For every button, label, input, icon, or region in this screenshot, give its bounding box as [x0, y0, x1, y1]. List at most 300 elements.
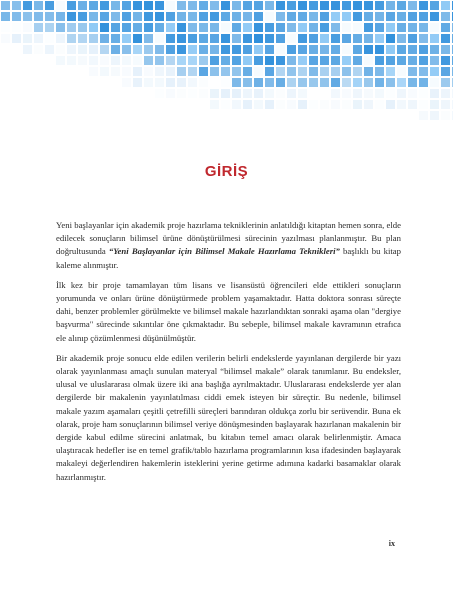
banner-tile [221, 67, 230, 76]
banner-tile [133, 12, 142, 21]
banner-tile [1, 1, 10, 10]
banner-tile [419, 45, 428, 54]
banner-tile [353, 34, 362, 43]
banner-tile [45, 34, 54, 43]
banner-tile [232, 1, 241, 10]
banner-tile [34, 23, 43, 32]
banner-tile [309, 45, 318, 54]
banner-tile [419, 78, 428, 87]
banner-tile [23, 45, 32, 54]
banner-tile [397, 78, 406, 87]
banner-tile [320, 67, 329, 76]
banner-tile [287, 67, 296, 76]
banner-tile [386, 45, 395, 54]
banner-tile [298, 78, 307, 87]
banner-tile [67, 12, 76, 21]
banner-tile [177, 78, 186, 87]
banner-tile [177, 56, 186, 65]
banner-tile [100, 34, 109, 43]
banner-tile [419, 23, 428, 32]
banner-tile [331, 56, 340, 65]
banner-tile [89, 1, 98, 10]
banner-tile [265, 100, 274, 109]
banner-tile [408, 23, 417, 32]
banner-tile [265, 1, 274, 10]
banner-tile [122, 34, 131, 43]
banner-tile [133, 78, 142, 87]
banner-tile [166, 89, 175, 98]
banner-tile [188, 34, 197, 43]
banner-tile [375, 34, 384, 43]
banner-tile [144, 67, 153, 76]
banner-tile [408, 12, 417, 21]
banner-tile [265, 89, 274, 98]
banner-tile [243, 78, 252, 87]
banner-tile [144, 56, 153, 65]
banner-tile [287, 56, 296, 65]
banner-tile [397, 23, 406, 32]
banner-tile [210, 23, 219, 32]
banner-tile [78, 45, 87, 54]
banner-tile [375, 12, 384, 21]
banner-tile [408, 1, 417, 10]
banner-tile [342, 12, 351, 21]
banner-tile [298, 1, 307, 10]
banner-tile [364, 23, 373, 32]
banner-tile [364, 100, 373, 109]
banner-tile [254, 89, 263, 98]
banner-tile [243, 45, 252, 54]
banner-tile [100, 45, 109, 54]
banner-tile [254, 78, 263, 87]
banner-tile [342, 89, 351, 98]
banner-tile [221, 23, 230, 32]
banner-tile [441, 67, 450, 76]
banner-tile [243, 34, 252, 43]
banner-tile [12, 23, 21, 32]
banner-tile [100, 12, 109, 21]
paragraph-1 [56, 219, 401, 272]
banner-tile [133, 56, 142, 65]
banner-tile [232, 67, 241, 76]
banner-tile [89, 45, 98, 54]
banner-tile [111, 1, 120, 10]
banner-tile [56, 1, 65, 10]
banner-tile [199, 78, 208, 87]
banner-tile [309, 12, 318, 21]
banner-tile [309, 23, 318, 32]
body-text [56, 219, 401, 491]
banner-tile [232, 78, 241, 87]
banner-tile [298, 12, 307, 21]
banner-tile [199, 56, 208, 65]
banner-tile [45, 12, 54, 21]
banner-tile [232, 89, 241, 98]
banner-tile [133, 45, 142, 54]
banner-tile [430, 111, 439, 120]
banner-tile [375, 45, 384, 54]
banner-tile [276, 78, 285, 87]
banner-tile [441, 23, 450, 32]
banner-tile [155, 67, 164, 76]
banner-tile [221, 45, 230, 54]
banner-tile [287, 12, 296, 21]
banner-tile [45, 23, 54, 32]
banner-tile [430, 89, 439, 98]
banner-tile [144, 34, 153, 43]
banner-tile [276, 67, 285, 76]
banner-tile [100, 23, 109, 32]
banner-tile [331, 78, 340, 87]
banner-tile [199, 12, 208, 21]
banner-tile [166, 12, 175, 21]
banner-tile [386, 89, 395, 98]
banner-tile [188, 67, 197, 76]
banner-tile [375, 100, 384, 109]
banner-tile [309, 67, 318, 76]
banner-tile [298, 45, 307, 54]
banner-tile [243, 67, 252, 76]
banner-tile [155, 1, 164, 10]
banner-tile [199, 1, 208, 10]
banner-tile [221, 12, 230, 21]
banner-tile [342, 78, 351, 87]
banner-tile [408, 67, 417, 76]
banner-tile [144, 78, 153, 87]
banner-tile [254, 100, 263, 109]
banner-tile [122, 23, 131, 32]
banner-tile [155, 23, 164, 32]
banner-tile [122, 45, 131, 54]
paragraph-1-end: başlıklı bu kitap kaleme alınmıştır. [56, 246, 402, 270]
banner-tile [441, 12, 450, 21]
banner-tile [12, 1, 21, 10]
banner-tile [287, 34, 296, 43]
paragraph-2: İlk kez bir proje tamamlayan tüm lisans ve lisansüstü öğrencileri elde ettikleri sonuçların yorumunda ve onları ürüne dönüştürmede problem yaşamaktadır. Hatta doktora sonrası süreçte dahi, benzer problemler görülmekte ve bilimsel makale hazırlandıktan sonraki aşama olan "dergiye başvurma" sürecinde sıkıntılar öne çıkmaktadır. Bu sebeple, bilimsel makale kavramının etrafıca ele alınıp çözümlenmesi düşünülmüştür. [56, 279, 401, 343]
banner-tile [1, 34, 10, 43]
banner-tile [342, 67, 351, 76]
banner-tile [386, 23, 395, 32]
banner-tile [419, 89, 428, 98]
banner-tile [265, 45, 274, 54]
decorative-mosaic-banner [0, 0, 453, 150]
banner-tile [210, 1, 219, 10]
banner-tile [111, 67, 120, 76]
banner-tile [397, 56, 406, 65]
banner-tile [386, 12, 395, 21]
banner-tile [56, 34, 65, 43]
banner-tile [320, 78, 329, 87]
banner-tile [408, 78, 417, 87]
banner-tile [430, 56, 439, 65]
banner-tile [397, 67, 406, 76]
banner-tile [111, 34, 120, 43]
banner-tile [12, 34, 21, 43]
banner-tile [254, 23, 263, 32]
banner-tile [133, 67, 142, 76]
banner-tile [276, 100, 285, 109]
banner-tile [441, 111, 450, 120]
banner-tile [23, 12, 32, 21]
banner-tile [408, 56, 417, 65]
banner-tile [210, 45, 219, 54]
banner-tile [111, 45, 120, 54]
page-title: GİRİŞ [204, 163, 249, 180]
banner-tile [441, 56, 450, 65]
banner-tile [331, 12, 340, 21]
banner-tile [177, 67, 186, 76]
banner-tile [188, 1, 197, 10]
banner-tile [133, 23, 142, 32]
banner-tile [254, 1, 263, 10]
banner-tile [441, 45, 450, 54]
banner-tile [254, 56, 263, 65]
banner-tile [166, 56, 175, 65]
banner-tile [375, 23, 384, 32]
banner-tile [276, 34, 285, 43]
banner-tile [177, 89, 186, 98]
banner-tile [210, 100, 219, 109]
banner-tile [199, 45, 208, 54]
banner-tile [243, 89, 252, 98]
banner-tile [309, 34, 318, 43]
banner-tile [34, 12, 43, 21]
banner-tile [331, 45, 340, 54]
banner-tile [320, 1, 329, 10]
banner-tile [386, 56, 395, 65]
banner-tile [364, 89, 373, 98]
banner-tile [309, 89, 318, 98]
banner-tile [309, 56, 318, 65]
banner-tile [89, 56, 98, 65]
banner-tile [287, 1, 296, 10]
banner-tile [177, 23, 186, 32]
banner-tile [397, 12, 406, 21]
banner-tile [298, 23, 307, 32]
banner-tile [375, 1, 384, 10]
banner-tile [309, 1, 318, 10]
paragraph-3: Bir akademik proje sonucu elde edilen verilerin belirli endekslerde yayınlanan dergilerde bir yazı olarak yayınlanması amaçlı sunulan materyal “bilimsel makale” olarak tanımlanır. Bu endeksler, ulusal ve uluslararası olmak üzere iki ana başlığa ayrılmaktadır. Uluslararası endekslerde yer alan dergilerde bir makalenin yayınlatılması ciddi emek isteyen bir süreçtir. Bu nedenle, bilimsel makale yazım aşamaları çeşitli çetrefilli süreçleri barındıran oldukça zorlu bir serüvendir. Buna ek olarak, proje ham sonuçlarının bilimsel veriye dönüşmesinden başlayarak hazırlanan makalenin bir dergide kabul edilme sürecini anlatmak, bu kitabın temel amacı olarak belirlenmiştir. Amaca ulaştıracak hedefler ise en temel grafik/tablo hazırlama programlarının kısa ifadesinden başlayarak makaleyi değerlendiren hakemlerin isteklerini yerine getirme adımına kadarki basamaklar olarak hazırlanmıştır. [56, 352, 401, 482]
banner-tile [265, 34, 274, 43]
banner-tile [397, 100, 406, 109]
banner-tile [155, 56, 164, 65]
banner-tile [177, 34, 186, 43]
banner-tile [276, 1, 285, 10]
banner-tile [34, 1, 43, 10]
banner-tile [441, 100, 450, 109]
banner-tile [353, 45, 362, 54]
page-number: ix [388, 539, 395, 548]
banner-tile [342, 56, 351, 65]
banner-tile [56, 23, 65, 32]
banner-tile [34, 34, 43, 43]
banner-tile [232, 45, 241, 54]
paragraph-1-intro: Yeni başlayanlar için akademik proje hazırlama tekniklerinin anlatıldığı kitaptan hemen sonra, elde edilecek sonuçların bilimsel ürüne dönüştürülmesi sürecinin yazılması planlanmıştır. Bu plan doğrultusunda [56, 220, 401, 257]
banner-tile [364, 56, 373, 65]
banner-tile [166, 78, 175, 87]
banner-tile [287, 23, 296, 32]
banner-tile [265, 12, 274, 21]
banner-tile [23, 34, 32, 43]
banner-tile [199, 67, 208, 76]
banner-tile [221, 56, 230, 65]
banner-tile [166, 1, 175, 10]
banner-tile [56, 12, 65, 21]
banner-tile [419, 34, 428, 43]
banner-tile [155, 12, 164, 21]
banner-tile [144, 1, 153, 10]
banner-tile [1, 23, 10, 32]
banner-tile [210, 89, 219, 98]
banner-tile [276, 56, 285, 65]
banner-tile [430, 100, 439, 109]
banner-tile [232, 100, 241, 109]
banner-tile [188, 56, 197, 65]
banner-tile [353, 78, 362, 87]
banner-tile [430, 12, 439, 21]
banner-tile [56, 45, 65, 54]
banner-tile [111, 56, 120, 65]
banner-tile [45, 45, 54, 54]
banner-tile [144, 45, 153, 54]
banner-tile [364, 45, 373, 54]
banner-tile [353, 1, 362, 10]
banner-tile [397, 89, 406, 98]
banner-tile [320, 89, 329, 98]
banner-tile [210, 12, 219, 21]
banner-tile [199, 89, 208, 98]
banner-tile [210, 56, 219, 65]
book-title-reference: “Yeni Başlayanlar için Bilimsel Makale Hazırlama Teknikleri” [108, 246, 340, 257]
banner-tile [408, 100, 417, 109]
banner-tile [122, 1, 131, 10]
banner-tile [166, 34, 175, 43]
banner-tile [89, 34, 98, 43]
banner-tile [232, 34, 241, 43]
banner-tile [199, 23, 208, 32]
banner-tile [177, 1, 186, 10]
banner-tile [309, 100, 318, 109]
banner-tile [122, 67, 131, 76]
banner-tile [320, 45, 329, 54]
banner-tile [298, 100, 307, 109]
banner-tile [287, 89, 296, 98]
banner-tile [342, 100, 351, 109]
banner-tile [364, 1, 373, 10]
banner-tile [298, 67, 307, 76]
banner-tile [221, 34, 230, 43]
banner-tile [408, 45, 417, 54]
banner-tile [320, 34, 329, 43]
banner-tile [166, 23, 175, 32]
banner-tile [419, 111, 428, 120]
banner-tile [78, 23, 87, 32]
banner-tile [298, 89, 307, 98]
banner-tile [397, 45, 406, 54]
banner-tile [100, 1, 109, 10]
banner-tile [342, 45, 351, 54]
banner-tile [243, 1, 252, 10]
banner-tile [386, 78, 395, 87]
banner-tile [243, 23, 252, 32]
banner-tile [287, 100, 296, 109]
banner-tile [419, 56, 428, 65]
banner-tile [89, 23, 98, 32]
banner-tile [353, 23, 362, 32]
banner-tile [331, 67, 340, 76]
banner-tile [243, 56, 252, 65]
banner-tile [100, 56, 109, 65]
banner-tile [430, 78, 439, 87]
banner-tile [188, 12, 197, 21]
banner-tile [331, 34, 340, 43]
banner-tile [397, 1, 406, 10]
banner-tile [331, 1, 340, 10]
banner-tile [441, 89, 450, 98]
banner-tile [111, 12, 120, 21]
banner-tile [430, 34, 439, 43]
banner-tile [386, 1, 395, 10]
banner-tile [232, 12, 241, 21]
banner-tile [254, 67, 263, 76]
banner-tile [199, 34, 208, 43]
banner-tile [155, 34, 164, 43]
banner-tile [210, 34, 219, 43]
banner-tile [419, 100, 428, 109]
banner-tile [243, 100, 252, 109]
banner-tile [133, 34, 142, 43]
banner-tile [353, 12, 362, 21]
banner-tile [265, 67, 274, 76]
banner-tile [177, 12, 186, 21]
banner-tile [166, 45, 175, 54]
banner-tile [419, 67, 428, 76]
banner-tile [331, 23, 340, 32]
banner-tile [166, 67, 175, 76]
banner-tile [287, 78, 296, 87]
banner-tile [122, 78, 131, 87]
banner-tile [331, 100, 340, 109]
banner-tile [419, 1, 428, 10]
banner-tile [364, 67, 373, 76]
banner-tile [276, 12, 285, 21]
banner-tile [177, 45, 186, 54]
banner-tile [298, 56, 307, 65]
banner-tile [12, 12, 21, 21]
banner-tile [386, 34, 395, 43]
banner-tile [430, 1, 439, 10]
banner-tile [23, 23, 32, 32]
banner-tile [188, 23, 197, 32]
banner-tile [419, 12, 428, 21]
banner-tile [221, 100, 230, 109]
banner-tile [441, 78, 450, 87]
banner-tile [331, 89, 340, 98]
banner-tile [133, 1, 142, 10]
banner-tile [67, 45, 76, 54]
banner-tile [67, 1, 76, 10]
banner-tile [221, 1, 230, 10]
banner-tile [78, 56, 87, 65]
banner-tile [155, 89, 164, 98]
banner-tile [45, 1, 54, 10]
banner-tile [155, 45, 164, 54]
banner-tile [67, 23, 76, 32]
banner-tile [375, 89, 384, 98]
banner-tile [320, 100, 329, 109]
banner-tile [78, 12, 87, 21]
banner-tile [441, 34, 450, 43]
